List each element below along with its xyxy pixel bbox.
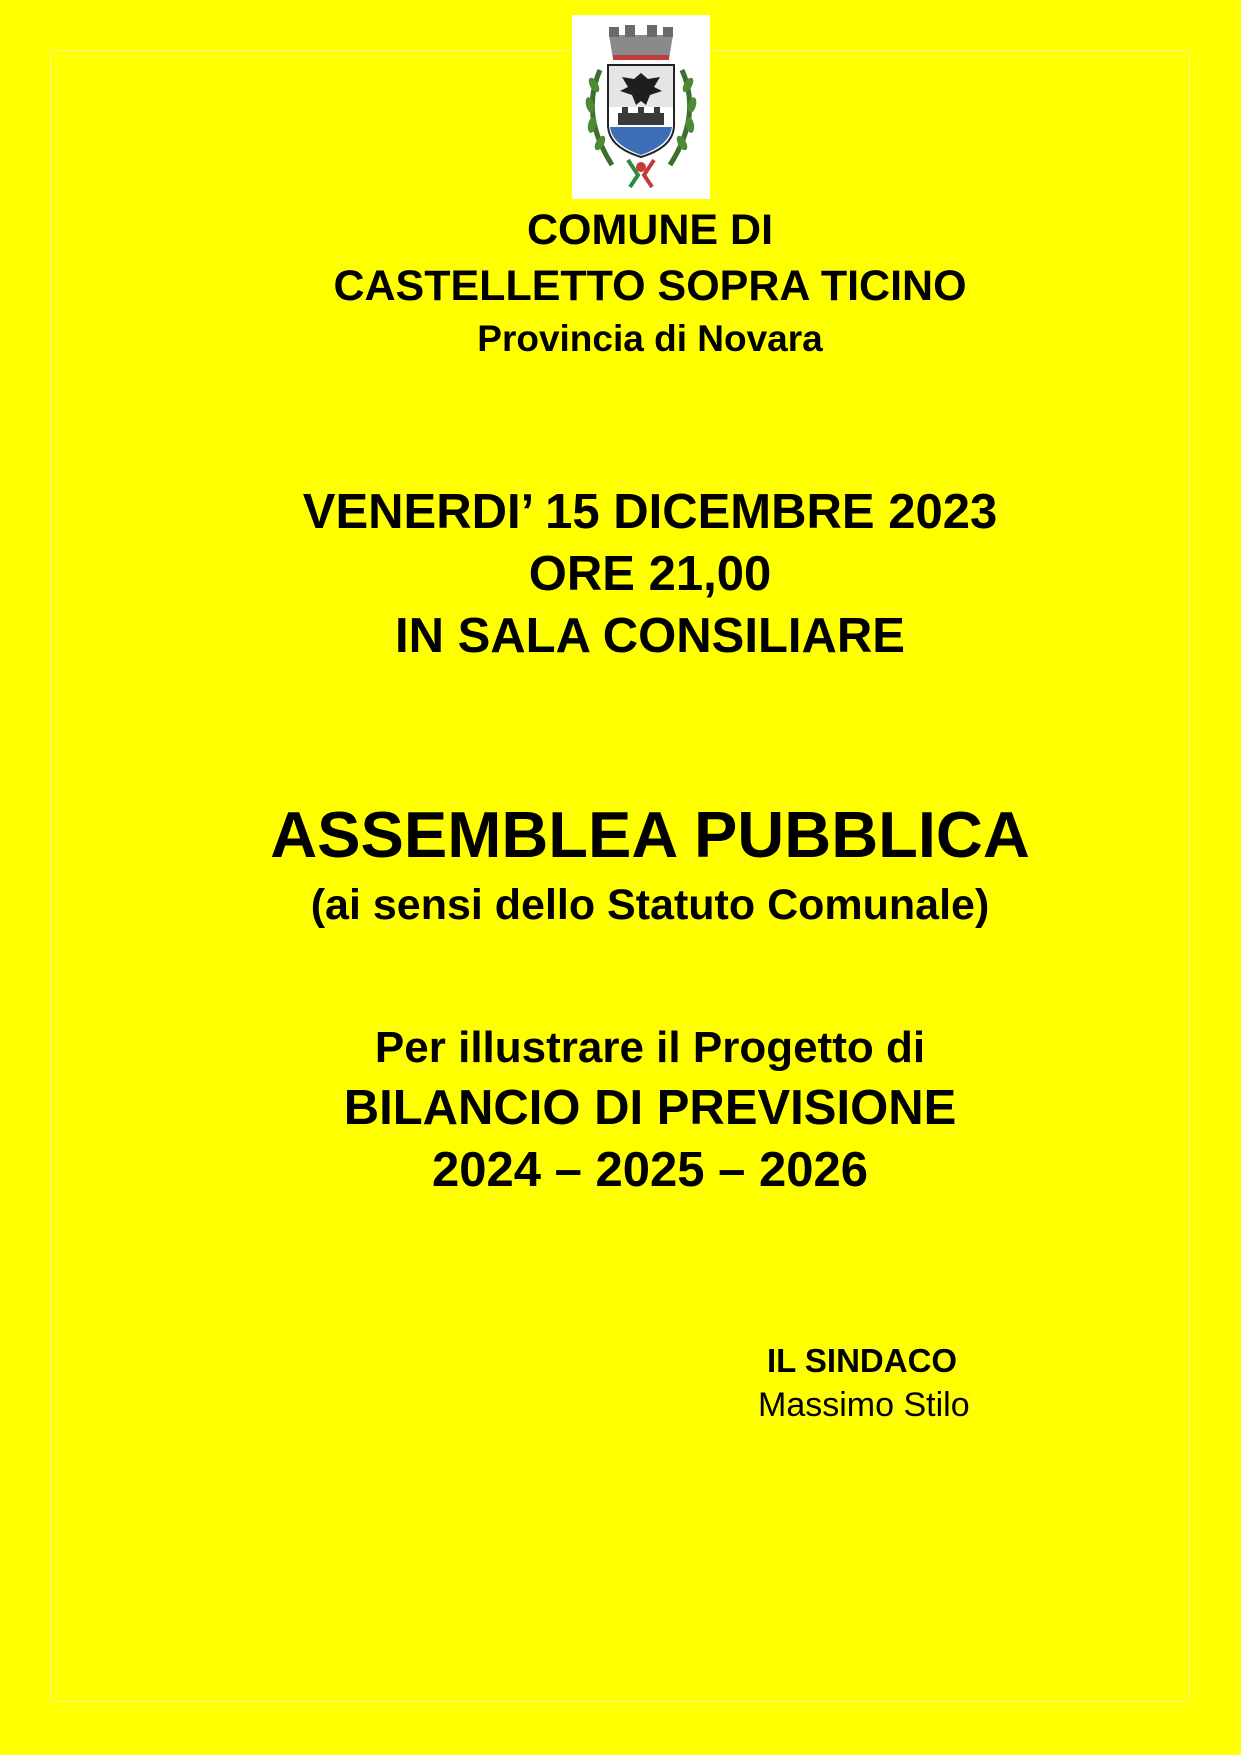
municipality-name: CASTELLETTO SOPRA TICINO [333,262,967,310]
budget-title: BILANCIO DI PREVISIONE [343,1081,957,1135]
event-date: VENERDI’ 15 DICEMBRE 2023 [302,485,998,539]
signature-role: IL SINDACO [767,1342,958,1379]
municipality-label: COMUNE DI [526,206,774,254]
purpose-intro: Per illustrare il Progetto di [374,1023,926,1072]
assembly-subtitle: (ai sensi dello Statuto Comunale) [310,881,990,929]
assembly-title: ASSEMBLEA PUBBLICA [270,798,1030,871]
event-time: ORE 21,00 [528,547,772,601]
signature-name: Massimo Stilo [758,1386,970,1424]
budget-years: 2024 – 2025 – 2026 [432,1143,868,1197]
province-name: Provincia di Novara [477,318,823,359]
event-place: IN SALA CONSILIARE [395,609,905,663]
coat-of-arms-icon [572,15,710,199]
